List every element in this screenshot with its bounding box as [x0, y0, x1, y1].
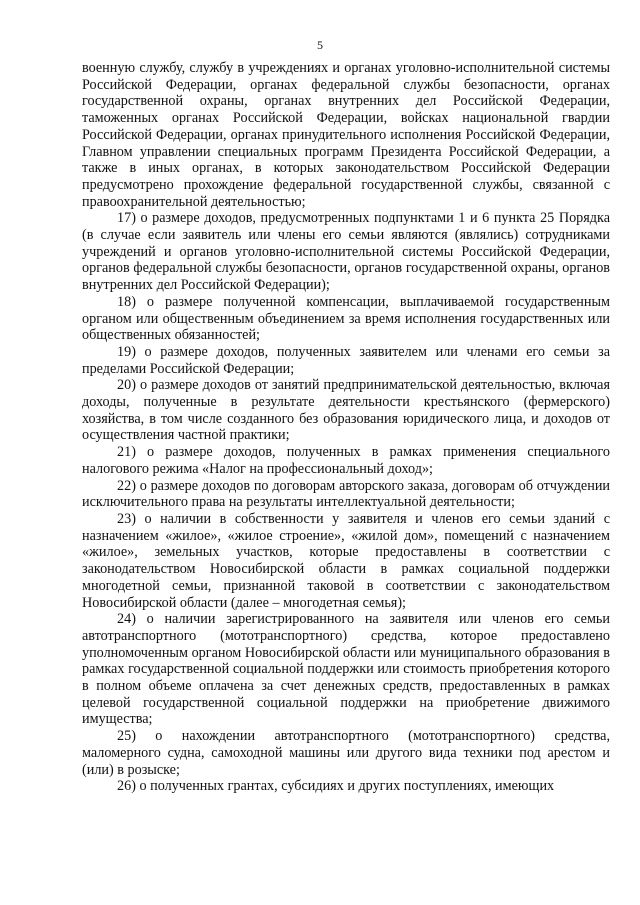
document-body: [82, 60, 610, 795]
paragraph-military-service-continuation: военную службу, службу в учреждениях и органах уголовно-исполнительной системы Российской Федерации, органах федеральной службы безопасности, органах государственной охраны, органах внутренних дел Российской Федерации, таможенных органах Российской Федерации, войсках национальной гвардии Российской Федерации, органах принудительного исполнения Российской Федерации, Главном управлении специальных программ Президента Российской Федерации, а также в иных органах, в которых законодательством Российской Федерации предусмотрено прохождение федеральной государственной службы, связанной с правоохранительной деятельностью;: [82, 60, 610, 210]
paragraph-item-26: 26) о полученных грантах, субсидиях и других поступлениях, имеющих: [117, 778, 555, 795]
paragraph-item-19: 19) о размере доходов, полученных заявителем или членами его семьи за пределами Российской Федерации;: [82, 343, 610, 377]
paragraph-item-23: 23) о наличии в собственности у заявителя и членов его семьи зданий с назначением «жилое», «жилое строение», «жилой дом», помещений с назначением «жилое», земельных участков, которые предоставлены в соответствии с законодательством Новосибирской области в рамках социальной поддержки многодетной семьи, признанной таковой в соответствии с законодательством Новосибирской области (далее – многодетная семья);: [82, 510, 610, 611]
paragraph-item-25: 25) о нахождении автотранспортного (мототранспортного) средства, маломерного судна, самоходной машины или другого вида техники под арестом и (или) в розыске;: [82, 728, 610, 778]
paragraph-item-18: 18) о размере полученной компенсации, выплачиваемой государственным органом или общественным объединением за время исполнения государственных или общественных обязанностей;: [82, 293, 610, 344]
paragraph-item-20: 20) о размере доходов от занятий предпринимательской деятельностью, включая доходы, полученные в результате деятельности крестьянского (фермерского) хозяйства, в том числе созданного без образования юридического лица, и доходов от осуществления частной практики;: [82, 377, 610, 444]
paragraph-item-22: 22) о размере доходов по договорам авторского заказа, договорам об отчуждении исключительного права на результаты интеллектуальной деятельности;: [82, 477, 610, 511]
page-number: 5: [317, 38, 323, 52]
paragraph-item-21: 21) о размере доходов, полученных в рамках применения специального налогового режима «Налог на профессиональный доход»;: [82, 444, 610, 477]
paragraph-item-17: 17) о размере доходов, предусмотренных подпунктами 1 и 6 пункта 25 Порядка (в случае если заявитель или члены его семьи являются (являлись) сотрудниками учреждений и органов уголовно-исполнительной системы Российской Федерации, органов федеральной службы безопасности, органов государственной охраны, органов внутренних дел Российской Федерации);: [82, 210, 610, 294]
paragraph-item-24: 24) о наличии зарегистрированного на заявителя или членов его семьи автотранспортного (мототранспортного) средства, которое предоставлено уполномоченным органом Новосибирской области или муниципального образования в рамках государственной социальной поддержки или стоимость приобретения которого в полном объеме оплачена за счет денежных средств, предоставленных в рамках целевой государственной социальной поддержки на приобретение движимого имущества;: [82, 611, 610, 728]
